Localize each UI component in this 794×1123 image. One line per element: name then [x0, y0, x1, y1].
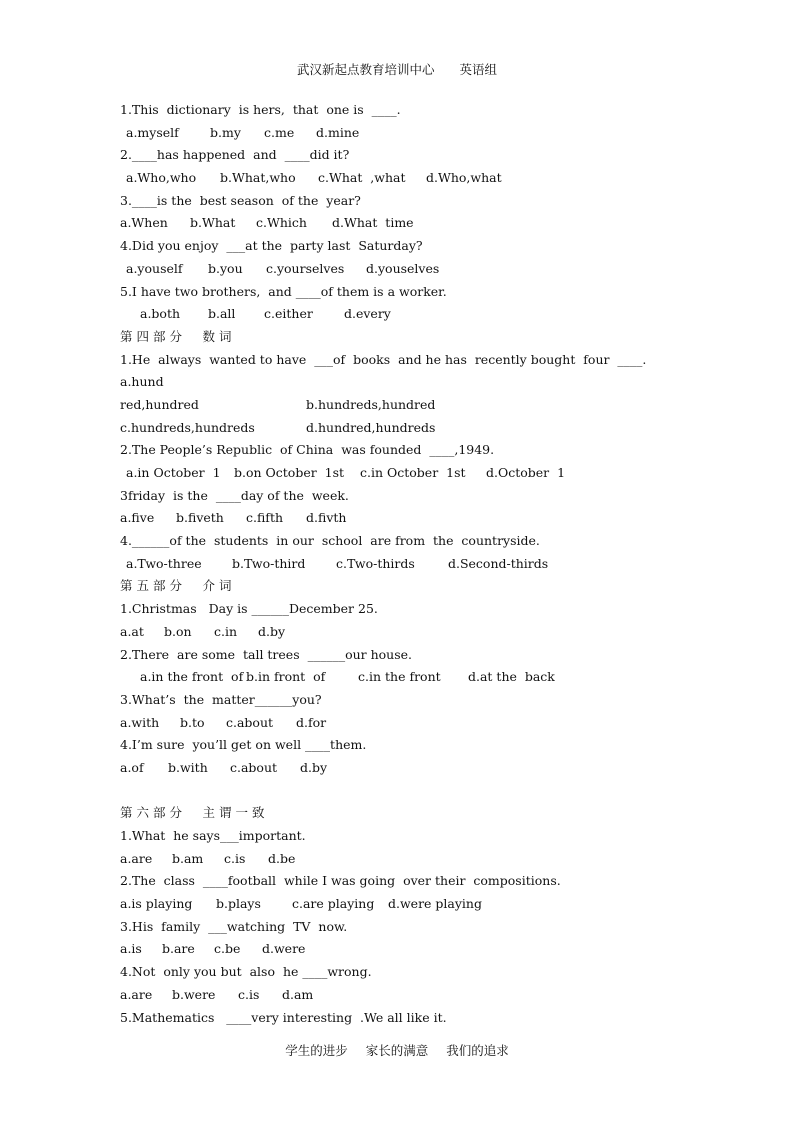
answer-option: d.were [262, 941, 306, 957]
answer-option: d.every [344, 306, 391, 322]
answer-options [120, 258, 680, 281]
answer-option: a.Who,who [126, 170, 197, 186]
answer-option: b.all [208, 306, 236, 322]
answer-option: b.with [168, 759, 208, 775]
answer-option: c.be [214, 941, 241, 957]
page-footer [0, 1041, 794, 1059]
answer-option: a.Two-three [126, 555, 202, 571]
answer-option: a.When [120, 215, 168, 231]
question-text: 1.This dictionary is hers, that one is ____. [120, 102, 401, 117]
answer-options [120, 938, 680, 961]
answer-options [120, 553, 680, 576]
question-text: 3friday is the ____day of the week. [120, 487, 349, 503]
answer-option: b.on [164, 623, 192, 639]
answer-option: b.hundreds,hundred [306, 396, 436, 412]
answer-options [120, 212, 680, 235]
answer-option: b.you [208, 260, 243, 276]
answer-option: a.is playing [120, 896, 193, 912]
answer-option: a.in the front of [140, 669, 244, 685]
answer-option: d.Second-thirds [448, 555, 549, 571]
answer-option: c.in October 1st [360, 465, 466, 480]
question-text: 3.His family ___watching TV now. [120, 918, 348, 934]
page-header: 武汉新起点教育培训中心 英语组 [296, 62, 497, 77]
answer-option: c.is [238, 986, 260, 1002]
question-text: 5.Mathematics ____very interesting .We all like it. [120, 1009, 447, 1025]
answer-option: a.is [120, 941, 142, 957]
answer-option: a.with [120, 714, 160, 730]
answer-option: c.fifth [246, 510, 284, 526]
section-heading: 第五部分 介词 [120, 578, 236, 594]
answer-option: d.by [300, 759, 328, 775]
question-text: 3.What’s the matter______you? [120, 691, 322, 707]
question-text: 2.The class ____football while I was going over their compositions. [120, 873, 561, 889]
answer-option: a.both [140, 306, 181, 322]
answer-option: b.to [180, 714, 205, 730]
answer-option: c.Two-thirds [336, 555, 415, 571]
answer-option: b.am [172, 850, 204, 866]
answer-option: c.either [264, 306, 313, 322]
blank-line [120, 780, 680, 803]
answer-options [120, 462, 680, 485]
answer-options [120, 757, 680, 780]
answer-option: b.plays [216, 896, 261, 912]
answer-option: b.Two-third [232, 555, 306, 571]
answer-option: a.youself [126, 260, 183, 276]
answer-option: a.at [120, 623, 144, 639]
answer-option: d.Who,what [426, 170, 502, 186]
question-text: 4.Did you enjoy ___at the party last Saturday? [120, 238, 423, 254]
question-text: 1.He always wanted to have ___of books and he has recently bought four ____. [120, 351, 647, 367]
answer-option: d.by [258, 623, 286, 639]
question-text: 4.I’m sure you’ll get on well ____them. [120, 737, 367, 753]
answer-option: c.about [226, 714, 274, 730]
answer-option: c.me [264, 124, 295, 140]
answer-option: c.yourselves [266, 260, 345, 276]
answer-option: b.What [190, 215, 236, 231]
answer-option: c.are playing [292, 896, 375, 912]
answer-option: d.am [282, 986, 314, 1002]
answer-options [120, 122, 680, 145]
answer-option: c.about [230, 759, 278, 775]
answer-option: d.were playing [388, 896, 482, 912]
question-text: 2.The People’s Republic of China was founded ____,1949. [120, 442, 495, 458]
answer-options [120, 417, 680, 440]
answer-options [120, 303, 680, 326]
answer-options [120, 167, 680, 190]
footer-slogan-1: 学生的进步 [285, 1043, 348, 1058]
answer-option: b.were [172, 986, 216, 1002]
answer-option: c.in the front [358, 669, 441, 685]
answer-option: d.mine [316, 124, 360, 140]
question-text: 3.____is the best season of the year? [120, 192, 361, 208]
answer-option: d.for [296, 714, 327, 730]
answer-options [120, 893, 680, 916]
answer-option: d.fivth [306, 510, 347, 526]
exercise-content [120, 99, 680, 1029]
section-heading: 第四部分 数词 [120, 328, 236, 344]
question-text: 1.Christmas Day is ______December 25. [120, 601, 378, 617]
answer-option: c.hundreds,hundreds [120, 419, 255, 435]
answer-option: a.five [120, 510, 155, 526]
answer-option: d.October 1 [486, 465, 566, 480]
answer-options [120, 394, 680, 417]
answer-option: c.What ,what [318, 170, 406, 186]
answer-option: a.are [120, 850, 153, 866]
answer-option: d.at the back [468, 669, 555, 685]
question-text: 4.______of the students in our school are from the countryside. [120, 533, 540, 549]
question-text: 4.Not only you but also he ____wrong. [120, 964, 372, 980]
answer-options [120, 666, 680, 689]
answer-option: a.in October 1 [126, 465, 221, 480]
answer-option: b.are [162, 941, 195, 957]
question-text: a.hund [120, 374, 164, 390]
footer-slogan-2: 家长的满意 [365, 1043, 429, 1058]
answer-option: d.youselves [366, 260, 440, 276]
answer-option: b.fiveth [176, 510, 224, 526]
question-text: 2.____has happened and ____did it? [120, 147, 350, 163]
answer-option: b.on October 1st [234, 465, 345, 480]
question-text: 2.There are some tall trees ______our house. [120, 646, 413, 662]
answer-option: c.in [214, 623, 238, 639]
answer-option: d.be [268, 850, 296, 866]
question-text: 5.I have two brothers, and ____of them is a worker. [120, 283, 447, 299]
section-heading: 第六部分 主谓一致 [120, 805, 269, 821]
answer-options [120, 712, 680, 735]
question-text: 1.What he says___important. [120, 828, 306, 843]
answer-option: a.are [120, 986, 153, 1002]
answer-option: c.Which [256, 215, 307, 231]
answer-option: d.What time [332, 215, 414, 231]
answer-options [120, 621, 680, 644]
answer-option: red,hundred [120, 396, 199, 412]
answer-option: a.of [120, 759, 144, 775]
answer-option: b.in front of [246, 669, 326, 685]
answer-option: b.my [210, 124, 241, 140]
answer-options [120, 507, 680, 530]
answer-option: d.hundred,hundreds [306, 419, 436, 435]
answer-options [120, 984, 680, 1007]
answer-option: b.What,who [220, 170, 296, 186]
footer-slogan-3: 我们的追求 [446, 1043, 509, 1058]
answer-options [120, 848, 680, 871]
answer-option: a.myself [126, 124, 179, 140]
answer-option: c.is [224, 850, 246, 866]
